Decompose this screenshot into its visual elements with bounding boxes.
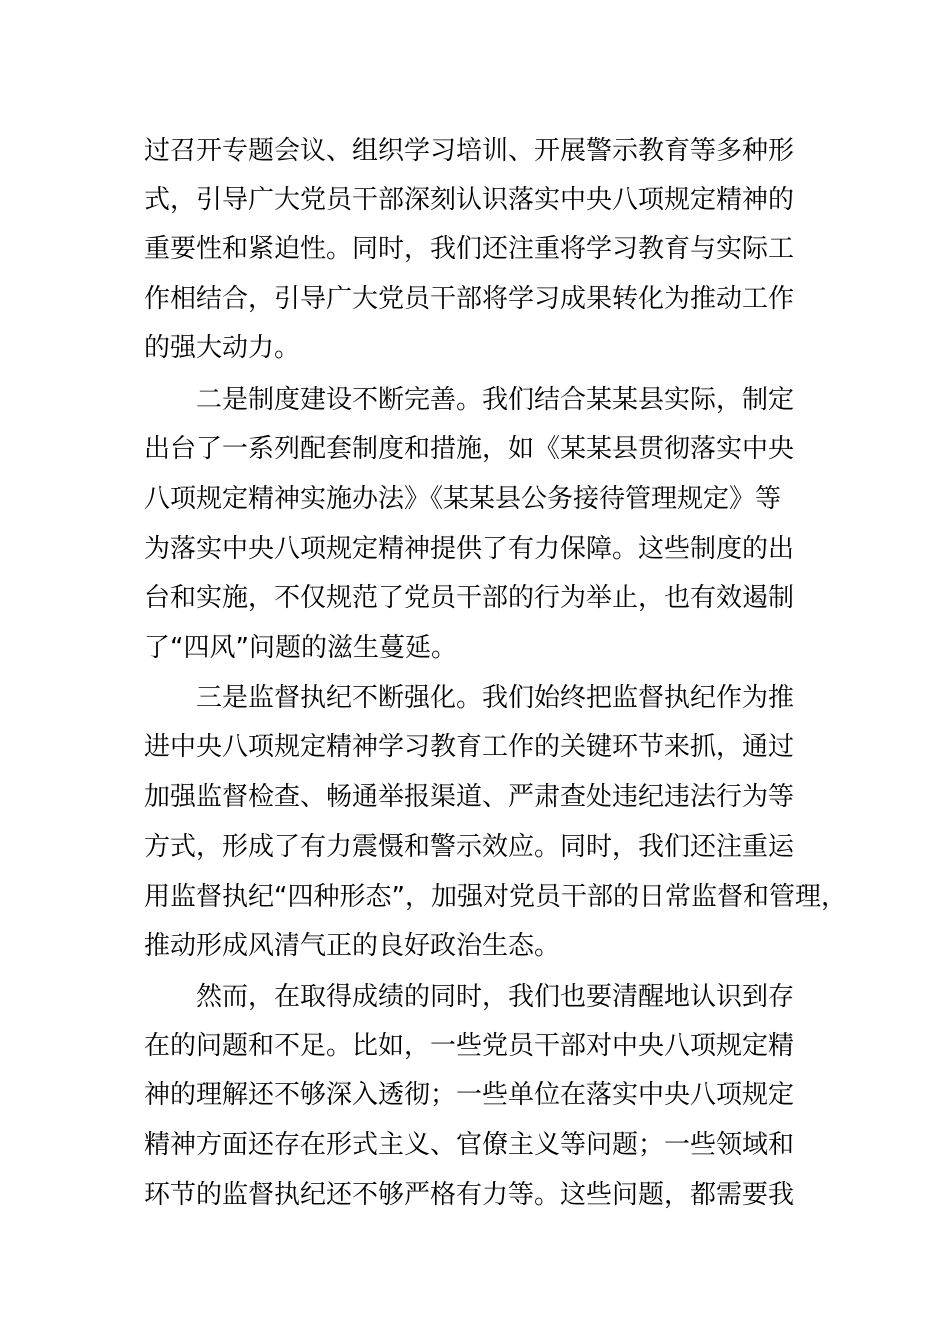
text-line: 精神方面还存在形式主义、官僚主义等问题；一些领域和 (144, 1130, 795, 1160)
text-line: 在的问题和不足。比如，一些党员干部对中央八项规定精 (144, 1031, 795, 1061)
text-line: 八项规定精神实施办法》《某某县公务接待管理规定》等 (144, 484, 782, 514)
text-line: 为落实中央八项规定精神提供了有力保障。这些制度的出 (144, 534, 795, 564)
text-line: 进中央八项规定精神学习教育工作的关键环节来抓，通过 (144, 732, 795, 762)
text-line: 推动形成风清气正的良好政治生态。 (144, 931, 561, 961)
text-line: 加强监督检查、畅通举报渠道、严肃查处违纪违法行为等 (144, 782, 795, 812)
text-line: 式，引导广大党员干部深刻认识落实中央八项规定精神的 (144, 185, 795, 215)
text-line: 过召开专题会议、组织学习培训、开展警示教育等多种形 (144, 136, 795, 166)
text-line: 台和实施，不仅规范了党员干部的行为举止，也有效遏制 (144, 583, 795, 613)
text-line: 方式，形成了有力震慑和警示效应。同时，我们还注重运 (144, 832, 795, 862)
paragraph-start-line: 然而，在取得成绩的同时，我们也要清醒地认识到存 (196, 982, 795, 1012)
paragraph-start-line: 二是制度建设不断完善。我们结合某某县实际，制定 (196, 385, 795, 415)
text-line: 了“四风”问题的滋生蔓延。 (144, 633, 457, 663)
text-line: 出台了一系列配套制度和措施，如《某某县贯彻落实中央 (144, 434, 795, 464)
text-line: 神的理解还不够深入透彻；一些单位在落实中央八项规定 (144, 1080, 795, 1110)
text-line: 环节的监督执纪还不够严格有力等。这些问题，都需要我 (144, 1180, 795, 1210)
text-line: 重要性和紧迫性。同时，我们还注重将学习教育与实际工 (144, 234, 795, 264)
text-line: 作相结合，引导广大党员干部将学习成果转化为推动工作 (144, 284, 795, 314)
paragraph-start-line: 三是监督执纪不断强化。我们始终把监督执纪作为推 (196, 683, 795, 713)
text-line: 的强大动力。 (144, 333, 301, 363)
text-line: 用监督执纪“四种形态”，加强对党员干部的日常监督和管理， (144, 882, 847, 912)
